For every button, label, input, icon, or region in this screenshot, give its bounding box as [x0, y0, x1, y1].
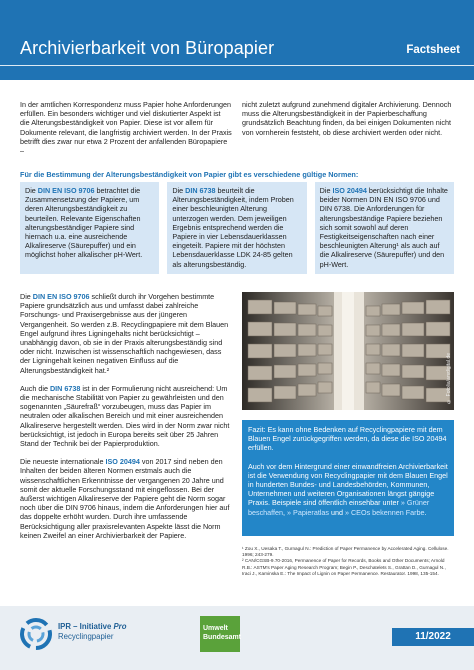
norm-box-text: betrachtet die Zusammensetzung der Papiere, um deren Alterungsbeständigkeit zu beurteilen. Relevante Eigenschaften alterungsbeständiger Papiere sind hiernach u.a. eine ausreichende Alkalireserve (Säurepuffer) und ein möglichst hoher alkalischer pH-Wert. [25, 186, 143, 260]
paragraph-iso9706 [20, 292, 232, 375]
text: schließt durch ihr Vorgehen bestimmte Papiere grundsätzlich aus und umfasst dabei zahlreiche Forschungs- und Praxisergebnisse aus der jüngeren Vergangenheit. So werden z.B. Recyclingpapiere mit dem Blauen Engel aufgrund ihres Ligningehalts nicht berücksichtigt – unabhängig davon, ob sie in der Praxis alterungsbeständig sind oder nicht. Inzwischen ist wissenschaftlich nachgewiesen, dass der Ligningehalt keinen negativen Einfluss auf die Alterungsbeständigkeit hat.² [20, 292, 229, 375]
ipr-logo-icon [20, 618, 52, 650]
text: von 2017 sind neben den Inhalten der beiden älteren Normen erstmals auch die wissenschaftlichen Erkenntnisse der vergangenen 20 Jahre und somit der aktuelle Forschungsstand mit eingeflossen. Bei der äußerst wichtigen Alkalireserve der Papiere geht die Norm sogar noch über die DIN 9706 hinaus, indem die Anforderungen hier auf das doppelte erhöht wurden. Durch ihre umfassende Berücksichtigung aller praxisrelevanten Aspekte lässt die Norm keinen Zweifel an einer Archivierbarkeit der Papiere. [20, 457, 230, 540]
text: Die [20, 292, 33, 301]
conclusion-detail [248, 462, 448, 517]
norm-name: DIN EN ISO 9706 [32, 292, 90, 301]
norm-boxes [20, 182, 454, 274]
paragraph-din6738 [20, 384, 232, 448]
norm-box-text: berücksichtigt die Inhalte beider Normen DIN EN ISO 9706 und DIN 6738. Die Anforderungen für alterungsbeständige Papiere beziehen sich somit sowohl auf deren Festigkeitseigenschaften nach einer beschleunigten Alterung¹ als auch auf die Alkalireserve (Säurepuffer) und den pH-Wert. [319, 186, 448, 269]
norm-name: DIN 6738 [49, 383, 81, 393]
norm-box-iso20494 [315, 182, 454, 274]
archive-shelves-image [242, 292, 454, 410]
text: ist in der Formulierung nicht ausreichend: Um die mechanische Stabilität von Papier zu gewährleisten und den sogenannten „Säurefraß“ vorzubeugen, muss das Papier im neutralen oder alkalischen Bereich und mit einer ausreichenden Alkalireserve hergestellt werden. Dies wird in der Norm zwar nicht berücksichtigt, ist jedoch in Europa bereits seit über 25 Jahren Stand der Technik bei der Papierproduktion. [20, 383, 230, 449]
norm-box-iso9706 [20, 182, 159, 274]
intro-left: In der amtlichen Korrespondenz muss Papier hohe Anforderungen erfüllen. Ein besonders wichtiger und viel diskutierter Aspekt ist die Alterungsbeständigkeit von Papier. Diese ist vor allem für Dokumente relevant, die langfristig archiviert werden. In der Praxis betrifft dies zwar nur etwa 2 Prozent der anfallenden Büropapiere – [20, 100, 232, 156]
ipr-name [58, 622, 126, 642]
norms-heading: Für die Bestimmung der Alterungsbeständigkeit von Papier gibt es verschiedene gültige Normen: [20, 170, 359, 179]
archive-photo [242, 292, 454, 410]
photo-credit: © Fotolia/arsdigital.de [446, 353, 452, 404]
ipr-line-2: Recyclingpapier [58, 632, 114, 641]
text: Die neueste internationale [20, 457, 106, 467]
norm-box-prefix: Die [25, 186, 38, 195]
header-divider [0, 65, 474, 66]
norm-name: ISO 20494 [105, 457, 140, 467]
paragraph-iso20494 [20, 457, 232, 540]
issue-date: 11/2022 [392, 628, 474, 646]
link-ceos-bekennen-farbe[interactable]: » CEOs bekennen Farbe [345, 507, 425, 517]
text: Auch vor dem Hintergrund einer einwandfreien Archivierbarkeit ist die Verwendung von Recyclingpapier mit dem Blauen Engel in hunderten Bundes- und Landesbehörden, Kommunen, Unternehmen und weiteren Organisationen längst gängige Praxis. Beispiele sind öffentlich einsehbar unter [248, 461, 448, 508]
norm-box-prefix: Die [172, 186, 186, 195]
norm-box-text: beurteilt die Alterungsbeständigkeit, indem Proben einer beschleunigten Alterung unterzogen werden. Dem jeweiligen Ergebnis entsprechend werden die Papiere in vier Lebensdauerklassen eingeteilt. Papiere mit der höchsten Lebensdauerklasse LDK 24-85 gelten als alterungsbeständig. [172, 186, 294, 269]
norm-name: ISO 20494 [332, 186, 367, 195]
intro-right: nicht zuletzt aufgrund zunehmend digitaler Archivierung. Dennoch muss die Alterungsbeständigkeit in der Papierbeschaffung grundsätzlich Beachtung finden, da bei einigen Dokumenten nicht von vornherein feststeht, ob diese archiviert werden oder nicht. [242, 100, 452, 137]
text: . [424, 507, 427, 517]
uba-logo [200, 616, 240, 652]
text: und [329, 507, 345, 517]
norm-box-prefix: Die [319, 186, 333, 195]
footnote-1: ¹ Zou X., Uesaka T., Gurnagul N.: Prediction of Paper Permanence by Accelerated Aging. Cellulose. 1996; 243-279. [242, 546, 449, 558]
link-gruener-beschaffen[interactable]: » Grüner beschaffen [248, 498, 430, 517]
uba-line-1: Umwelt [203, 625, 228, 632]
ipr-line-1: IPR – Initiative [58, 622, 114, 631]
norm-box-din6738 [167, 182, 306, 274]
link-papieratlas[interactable]: » Papieratlas [287, 507, 329, 517]
conclusion-summary: Fazit: Es kann ohne Bedenken auf Recyclingpapiere mit dem Blauen Engel zurückgegriffen werden, da diese die ISO 20494 erfüllen. [248, 425, 447, 453]
conclusion-box [242, 420, 454, 536]
text: Auch die [20, 383, 50, 393]
footnote-2: ² CAN/CGSB-9.70-2016, Permanence of Paper for Records, Books and Other Documents; Arnold R.B.: ASTM's Paper Aging Research Program; Begin P., Deschatelets S., Grattan D., Gurnagul N., Iraci J., Kaminska E.: The Impact of Lignin on Paper Permanence. Restaurator. 1998, 135-154. [242, 558, 446, 576]
body-column [20, 292, 232, 549]
ipr-pro: Pro [113, 622, 127, 631]
norm-name: DIN 6738 [185, 186, 216, 195]
footnotes [242, 546, 454, 577]
header-bar [0, 0, 474, 80]
footer [0, 606, 474, 670]
norm-name: DIN EN ISO 9706 [37, 186, 95, 195]
uba-line-2: Bundesamt [203, 633, 242, 641]
text: , [283, 507, 288, 517]
page-title: Archivierbarkeit von Büropapier [20, 38, 275, 58]
factsheet-badge: Factsheet [406, 44, 460, 56]
